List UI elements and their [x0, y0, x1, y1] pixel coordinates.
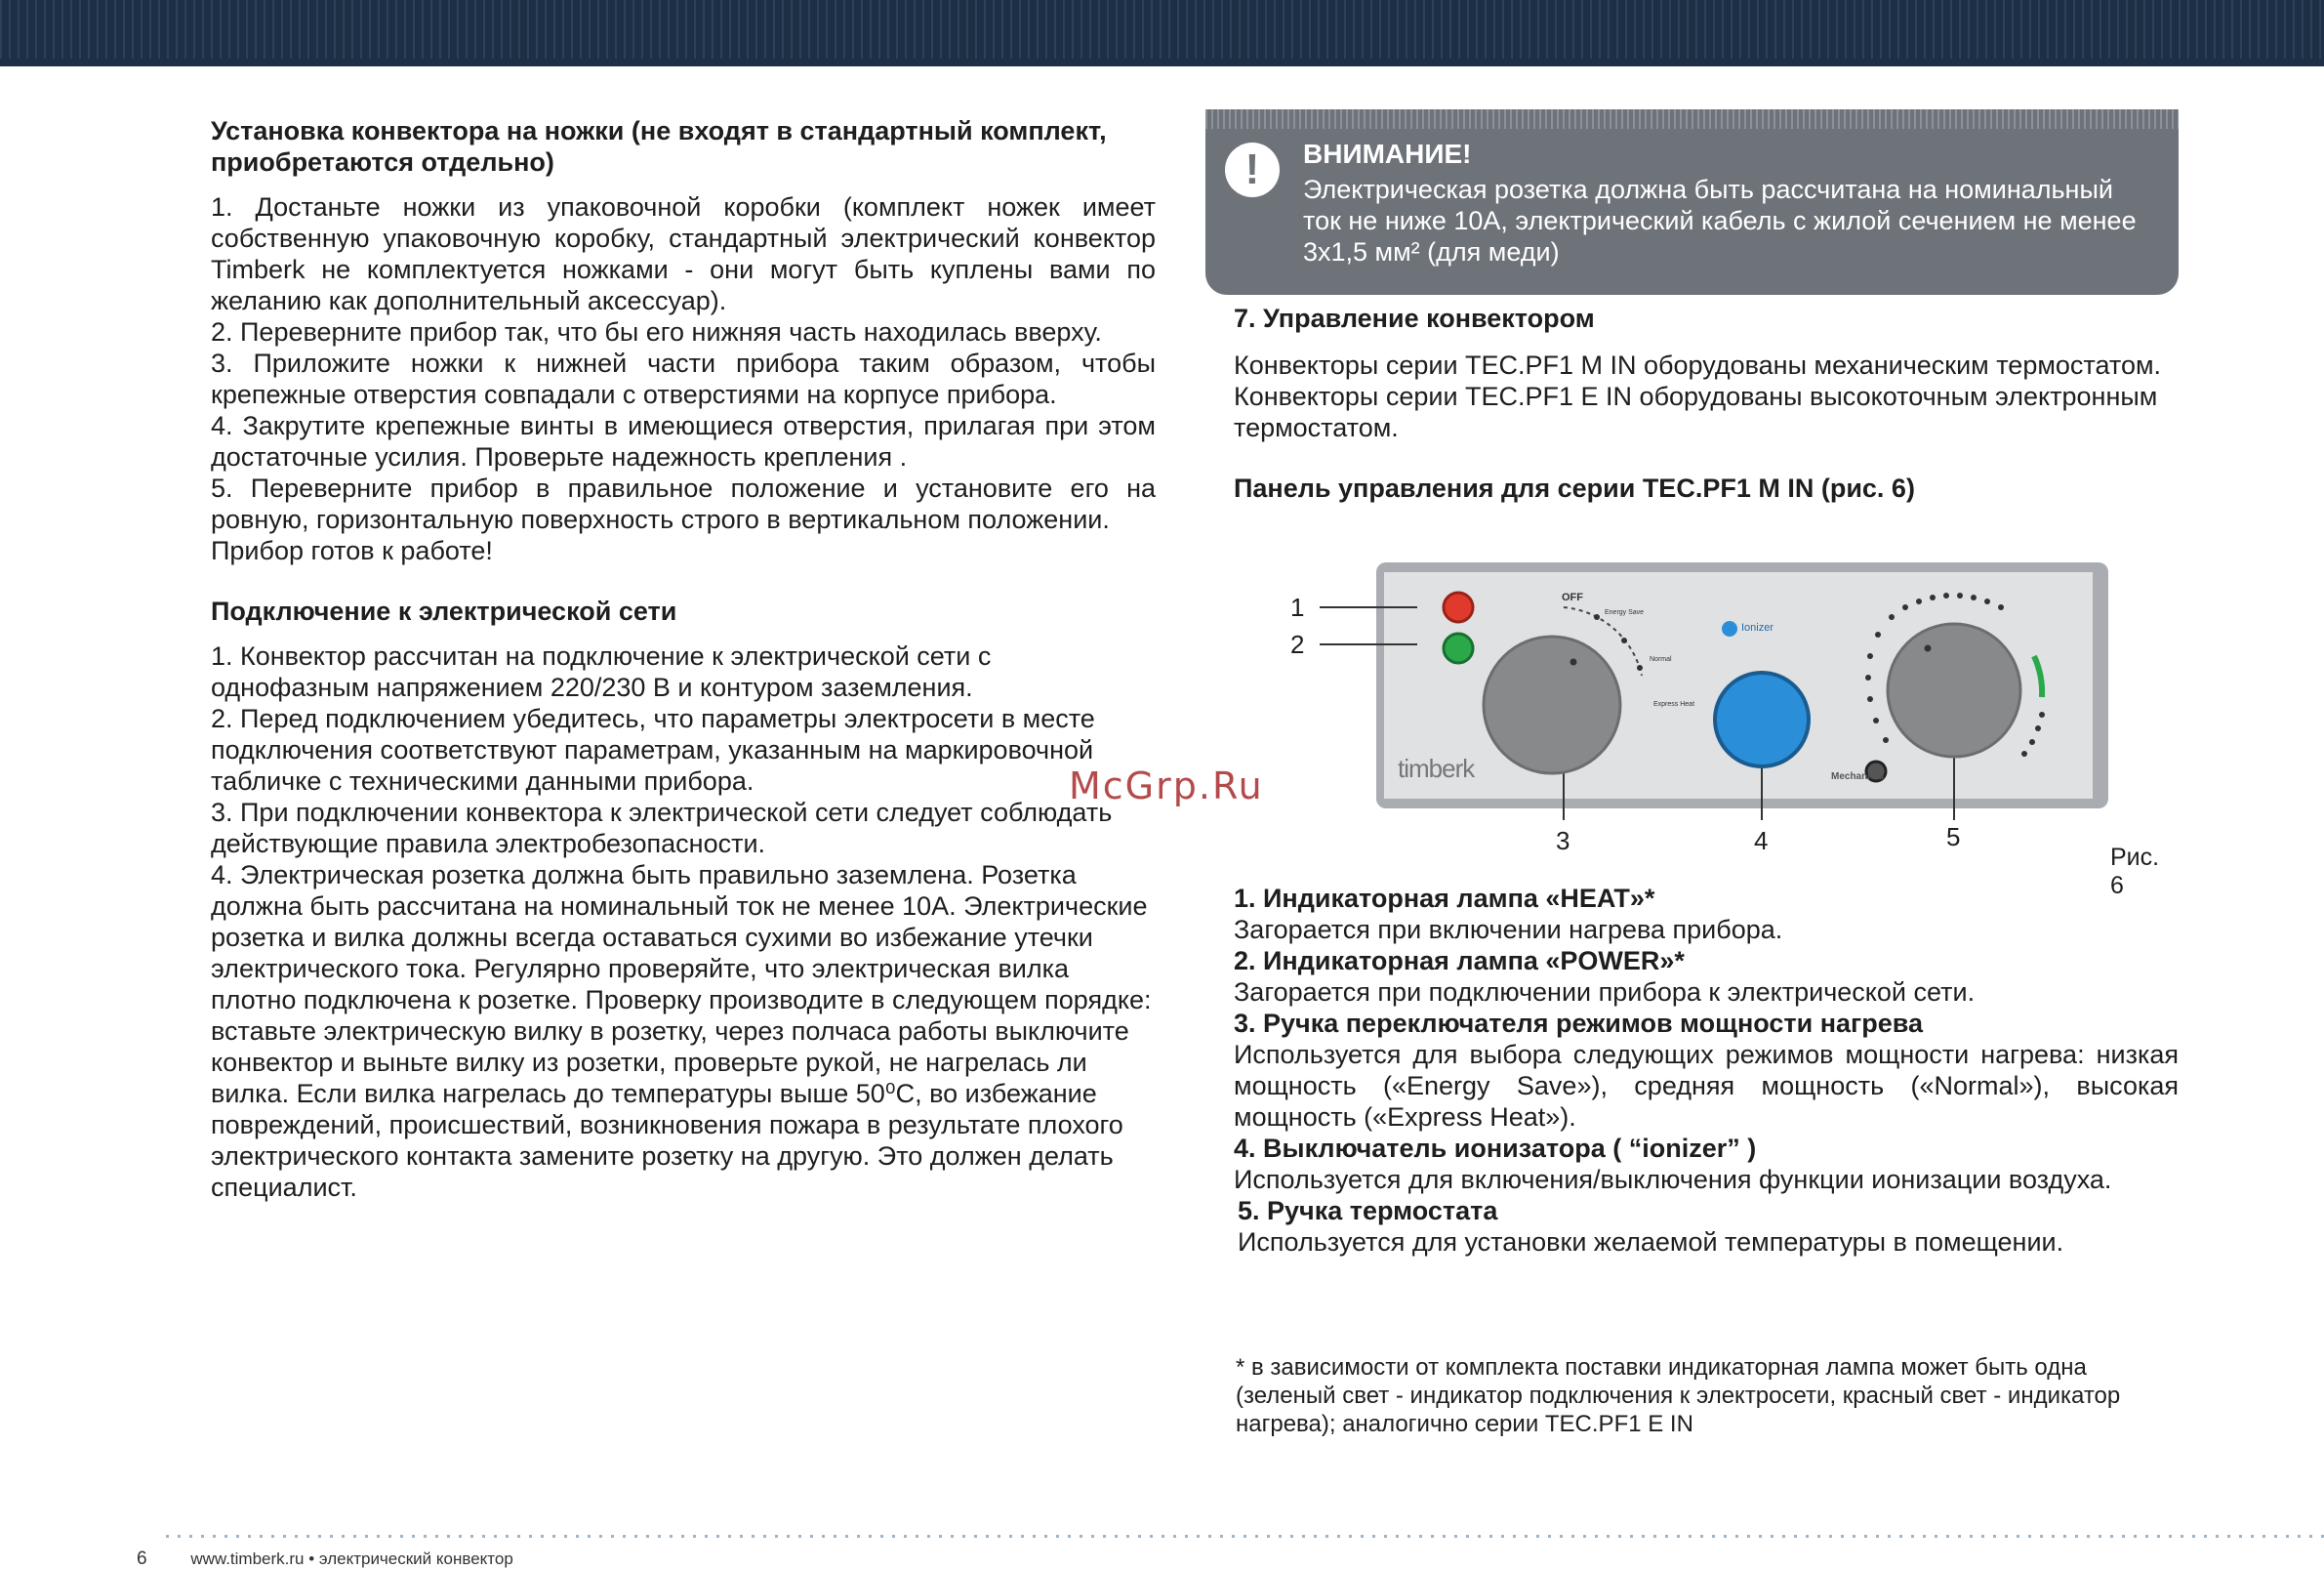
callout-5: 5 — [1946, 822, 1961, 851]
control-items-list — [1234, 883, 2179, 1258]
power-step: 3. При подключении конвектора к электрической сети следует соблюдать действующие правила электробезопасности. — [211, 798, 1113, 858]
ionizer-label: Ionizer — [1741, 622, 1774, 634]
legs-step: 3. Приложите ножки к нижней части прибора таким образом, чтобы крепежные отверстия совпадали с отверстиями на корпусе прибора. — [211, 349, 1156, 409]
item-desc: Используется для включения/выключения функции ионизации воздуха. — [1234, 1165, 2112, 1194]
power-lamp — [1444, 634, 1473, 663]
thermostat-knob — [1888, 624, 2020, 757]
exclamation-icon: ! — [1225, 143, 1280, 197]
ionizer-button — [1715, 673, 1809, 766]
item-desc: Загорается при подключении прибора к электрической сети. — [1234, 977, 1976, 1007]
footnote: * в зависимости от комплекта поставки индикаторная лампа может быть одна (зеленый свет - индикатор подключения к электросети, красный свет - индикатор нагрева); аналогично серии TEC.PF1 E IN — [1236, 1354, 2121, 1437]
legs-step: 4. Закрутите крепежные винты в имеющиеся отверстия, прилагая при этом достаточные усилия. Проверьте надежность крепления . — [211, 411, 1156, 472]
item-title: 4. Выключатель ионизатора ( “ionizer” ) — [1234, 1134, 1757, 1163]
warning-stripes — [1205, 109, 2179, 129]
section-title-legs: Установка конвектора на ножки (не входят в стандартный комплект, приобретаются отдельно) — [211, 116, 1107, 177]
power-step: 2. Перед подключением убедитесь, что параметры электросети в месте подключения соответствуют параметрам, указанным на маркировочной табличке с техническими данными прибора. — [211, 704, 1095, 796]
power-instructions — [211, 640, 1156, 1203]
item-desc: Загорается при включении нагрева прибора. — [1234, 915, 1783, 944]
right-column — [1234, 303, 2179, 517]
callout-2: 2 — [1290, 630, 1305, 659]
power-step: 1. Конвектор рассчитан на подключение к электрической сети с однофазным напряжением 220/230 В и контуром заземления. — [211, 641, 992, 702]
left-column — [211, 115, 1156, 1203]
item-title: 2. Индикаторная лампа «POWER»* — [1234, 946, 1685, 975]
legs-step: 2. Переверните прибор так, что бы его нижняя часть находилась вверху. — [211, 317, 1102, 347]
page-number: 6 — [137, 1549, 147, 1569]
section-title-power: Подключение к электрической сети — [211, 597, 677, 626]
mode-label-energy: Energy Save — [1605, 609, 1645, 616]
legs-step: 1. Достаньте ножки из упаковочной коробки (комплект ножек имеет собственную упаковочную коробку, стандартный электрический конвектор Timberk не комплектуется ножками - они могут быть куплены вами по желанию как дополнительный аксессуар). — [211, 192, 1156, 315]
callout-1: 1 — [1290, 593, 1305, 622]
ionizer-icon — [1722, 621, 1737, 637]
item-title: 3. Ручка переключателя режимов мощности нагрева — [1234, 1009, 1924, 1038]
off-label: OFF — [1562, 592, 1583, 603]
legs-ready: Прибор готов к работе! — [211, 536, 493, 565]
legs-step: 5. Переверните прибор в правильное положение и установите его на ровную, горизонтальную поверхность строго в вертикальном положении. — [211, 474, 1156, 534]
heat-lamp — [1444, 593, 1473, 622]
power-step: 4. Электрическая розетка должна быть правильно заземлена. Розетка должна быть рассчитана на номинальный ток не менее 10А. Электрические розетка и вилка должны всегда оставаться сухими во избежание утечки электрического тока. Регулярно проверяйте, что электрическая вилка плотно подключена к розетке. Проверку производите в следующем порядке: вставьте электрическую вилку в розетку, через полчаса работы выключите конвектор и выньте вилку из розетки, проверьте рукой, не нагрелась ли вилка. Если вилка нагрелась до температуры выше 50⁰С, во избежание повреждений, происшествий, возникновения пожара в результате плохого электрического контакта замените розетку на другую. Это должен делать специалист. — [211, 860, 1152, 1202]
mode-label-express: Express Heat — [1653, 701, 1695, 708]
mechanical-label: Mechanical — [1831, 771, 1884, 782]
page-footer — [137, 1549, 513, 1570]
item-title: 5. Ручка термостата — [1238, 1196, 1498, 1225]
callout-3: 3 — [1556, 826, 1570, 855]
section-title-control: 7. Управление конвектором — [1234, 304, 1595, 333]
mode-knob — [1484, 637, 1620, 773]
callout-4: 4 — [1754, 826, 1769, 855]
panel-drawing — [1242, 558, 2179, 871]
warning-title: ВНИМАНИЕ! — [1303, 139, 1472, 169]
legs-instructions — [211, 191, 1156, 566]
series-m-description: Конвекторы серии TEC.PF1 M IN оборудованы механическим термостатом. — [1234, 351, 2162, 380]
panel-title: Панель управления для серии TEC.PF1 M IN (рис. 6) — [1234, 474, 1915, 503]
item-title: 1. Индикаторная лампа «HEAT»* — [1234, 884, 1655, 913]
footer-divider — [166, 1535, 2324, 1538]
header-stripes — [0, 0, 2324, 59]
series-e-description: Конвекторы серии TEC.PF1 E IN оборудованы высокоточным электронным термостатом. — [1234, 382, 2158, 442]
figure-caption: Рис. 6 — [2110, 844, 2160, 899]
item-desc: Используется для выбора следующих режимов мощности нагрева: низкая мощность («Energy Save»), средняя мощность («Normal»), высокая мощность («Express Heat»). — [1234, 1040, 2179, 1132]
footer-link[interactable]: www.timberk.ru • электрический конвектор — [190, 1549, 513, 1568]
brand-logo: timberk — [1398, 754, 1475, 783]
watermark: McGrp.Ru — [1069, 764, 1264, 807]
top-header-bar — [0, 0, 2324, 66]
warning-box — [1205, 109, 2179, 295]
item-desc: Используется для установки желаемой температуры в помещении. — [1238, 1227, 2064, 1257]
warning-text: Электрическая розетка должна быть рассчитана на номинальный ток не ниже 10А, электрический кабель с жилой сечением не менее 3х1,5 мм² (для меди) — [1303, 175, 2137, 267]
mode-label-normal: Normal — [1650, 656, 1672, 663]
